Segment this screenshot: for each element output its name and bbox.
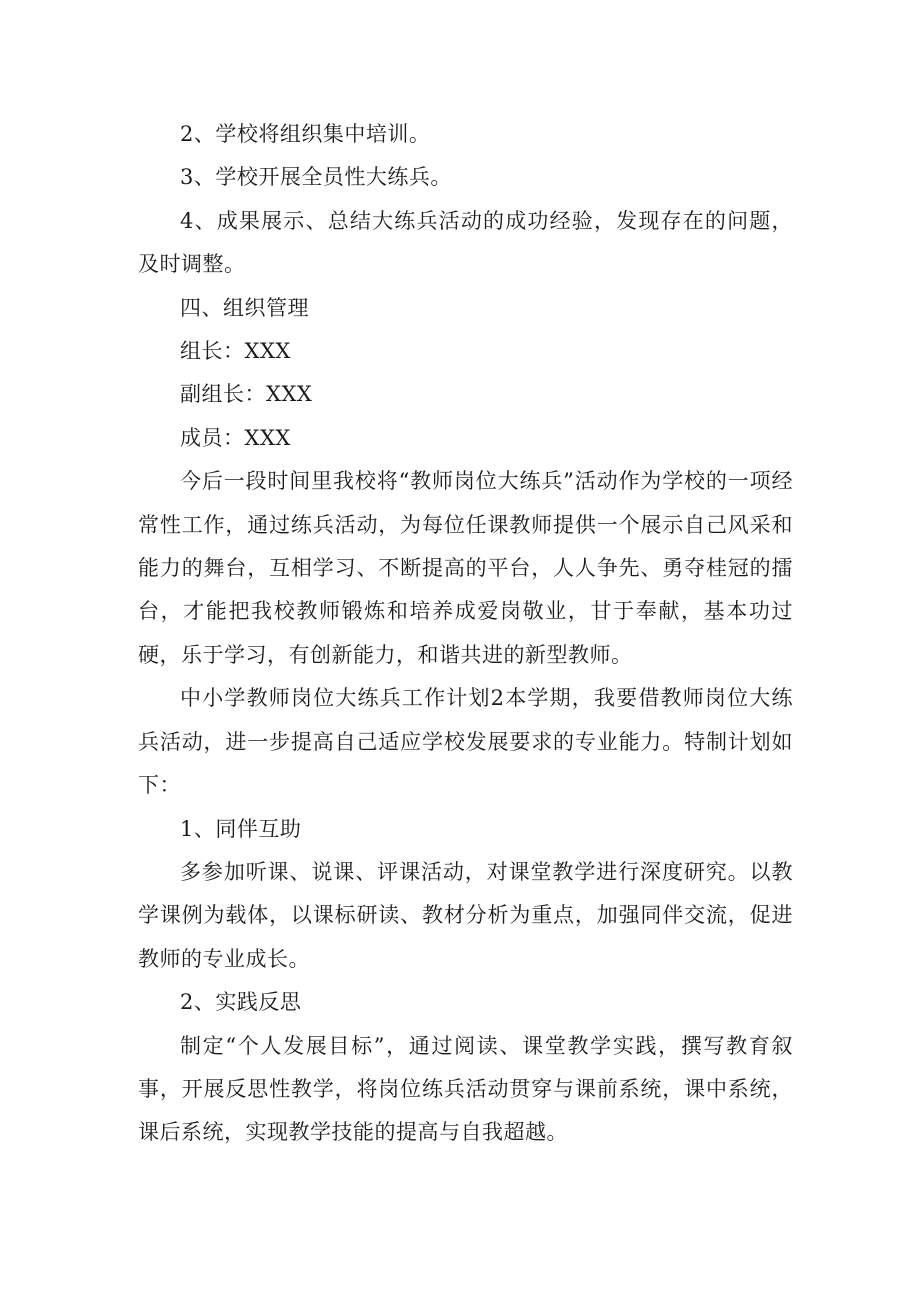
list-item-summary: 4、成果展示、总结大练兵活动的成功经验，发现存在的问题，及时调整。 <box>138 208 793 277</box>
paragraph-peer-help: 多参加听课、说课、评课活动，对课堂教学进行深度研究。以教学课例为载体，以课标研读、教材分析为重点，加强同伴交流，促进教师的专业成长。 <box>138 859 793 971</box>
paragraph-future-plan: 今后一段时间里我校将“教师岗位大练兵”活动作为学校的一项经常性工作，通过练兵活动，为每位任课教师提供一个展示自己风采和能力的舞台，互相学习、不断提高的平台，人人争先、勇夺桂冠的擂台，才能把我校教师锻炼和培养成爱岗敬业，甘于奉献，基本功过硬，乐于学习，有创新能力，和谐共进的新型教师。 <box>138 469 793 667</box>
team-members: 成员：XXX <box>180 425 291 450</box>
list-item-drill: 3、学校开展全员性大练兵。 <box>180 165 452 190</box>
paragraph-plan-2-intro: 中小学教师岗位大练兵工作计划2本学期，我要借教师岗位大练兵活动，进一步提高自己适应学校发展要求的专业能力。特制计划如下： <box>138 686 793 798</box>
subheading-peer-help: 1、同伴互助 <box>180 816 302 841</box>
section-heading-organization: 四、组织管理 <box>180 295 309 320</box>
deputy-team-leader: 副组长：XXX <box>180 382 313 407</box>
paragraph-practice-reflection: 制定“个人发展目标”，通过阅读、课堂教学实践，撰写教育叙事，开展反思性教学，将岗位练兵活动贯穿与课前系统，课中系统，课后系统，实现教学技能的提高与自我超越。 <box>138 1033 793 1145</box>
subheading-practice-reflection: 2、实践反思 <box>180 990 302 1015</box>
list-item-training: 2、学校将组织集中培训。 <box>180 122 431 146</box>
team-leader: 组长：XXX <box>180 339 291 364</box>
document-body <box>138 113 793 1155</box>
